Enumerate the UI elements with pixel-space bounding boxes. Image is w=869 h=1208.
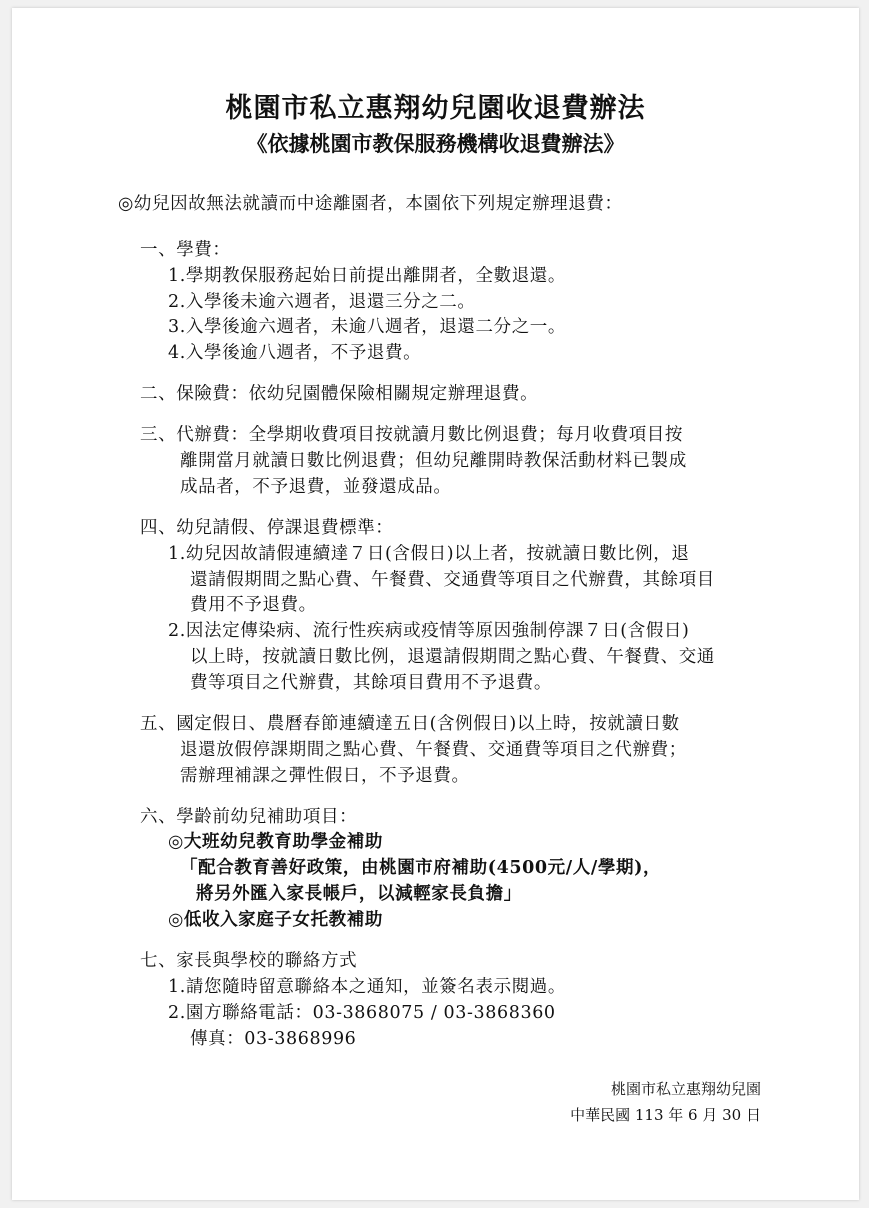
signature-org: 桃園市私立惠翔幼兒園 [610,1080,761,1098]
section-2-text: 二、保險費：依幼兒園體保險相關規定辦理退費。 [140,384,539,404]
section-4-item-1-line-3: 費用不予退費。 [190,595,317,615]
section-6-quote-line-1: 「配合教育善好政策，由桃園市府補助(4500元/人/學期)， [180,858,662,878]
document-page [12,8,859,1200]
section-7-item-1: 1.請您隨時留意聯絡本之通知，並簽名表示閱過。 [168,977,566,997]
section-4-item-2-line-3: 費等項目之代辦費，其餘項目費用不予退費。 [190,673,552,693]
section-5-line-3: 需辦理補課之彈性假日，不予退費。 [180,766,470,786]
section-5-line-1: 五、國定假日、農曆春節連續達五日(含例假日)以上時，按就讀日數 [140,714,680,734]
section-7-item-2: 2.園方聯絡電話：03-3868075 / 03-3868360 [168,1003,556,1023]
section-4-heading: 四、幼兒請假、停課退費標準： [140,518,394,538]
section-4-item-2-line-2: 以上時，按就讀日數比例，退還請假期間之點心費、午餐費、交通 [190,647,715,667]
section-1-heading: 一、學費： [140,240,231,260]
section-3-line-3: 成品者，不予退費，並發還成品。 [180,477,452,497]
section-6-subsidy-1: ◎大班幼兒教育助學金補助 [168,832,383,852]
section-6-quote-line-2: 將另外匯入家長帳戶，以減輕家長負擔」 [196,884,522,904]
section-5-line-2: 退還放假停課期間之點心費、午餐費、交通費等項目之代辦費； [180,740,687,760]
section-4-item-1-line-2: 還請假期間之點心費、午餐費、交通費等項目之代辦費，其餘項目 [190,570,715,590]
section-1-item-1: 1.學期教保服務起始日前提出離開者，全數退還。 [168,266,566,286]
intro-text: ◎幼兒因故無法就讀而中途離園者，本園依下列規定辦理退費： [118,194,623,214]
document-subtitle: 《依據桃園市教保服務機構收退費辦法》 [246,131,625,156]
signature-date: 中華民國 113 年 6 月 30 日 [570,1106,761,1124]
section-7-heading: 七、家長與學校的聯絡方式 [140,951,358,971]
section-1-item-3: 3.入學後逾六週者，未逾八週者，退還二分之一。 [168,317,566,337]
section-6-subsidy-2: ◎低收入家庭子女托教補助 [168,910,383,930]
section-1-item-2: 2.入學後未逾六週者，退還三分之二。 [168,292,476,312]
document-title: 桃園市私立惠翔幼兒園收退費辦法 [225,93,646,124]
section-1-item-4: 4.入學後逾八週者，不予退費。 [168,343,422,363]
section-7-fax: 傳真：03-3868996 [190,1029,357,1049]
section-6-heading: 六、學齡前幼兒補助項目： [140,807,358,827]
section-4-item-1-line-1: 1.幼兒因故請假連續達７日(含假日)以上者，按就讀日數比例，退 [168,544,690,564]
section-3-line-2: 離開當月就讀日數比例退費；但幼兒離開時教保活動材料已製成 [180,451,687,471]
section-4-item-2-line-1: 2.因法定傳染病、流行性疾病或疫情等原因強制停課７日(含假日) [168,621,690,641]
section-3-line-1: 三、代辦費：全學期收費項目按就讀月數比例退費；每月收費項目按 [140,425,683,445]
